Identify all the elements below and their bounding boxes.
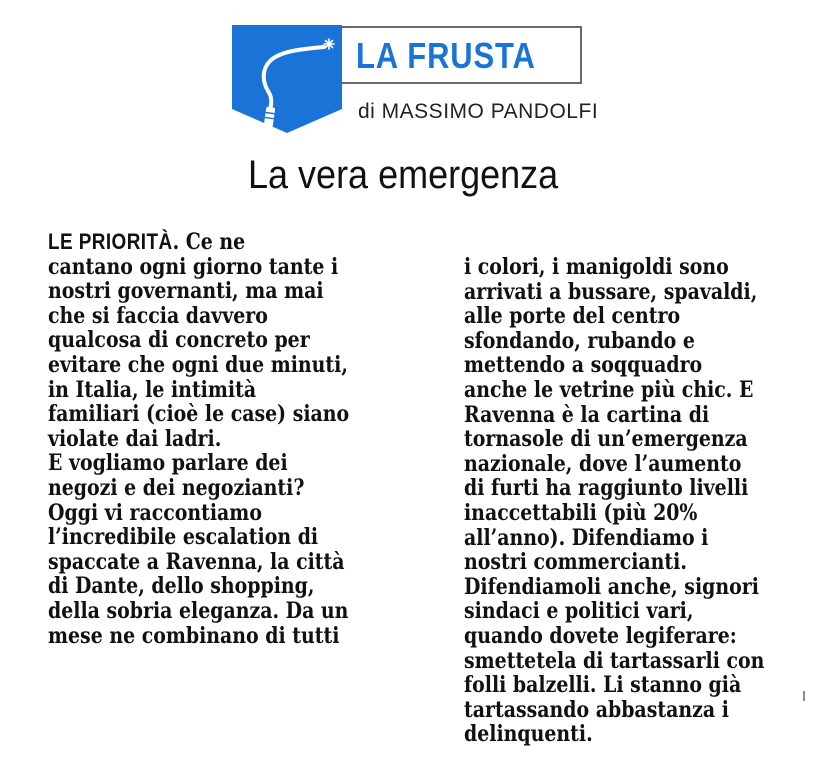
paragraph-line: l’incredibile escalation di — [48, 524, 319, 551]
paragraph-line: alle porte del centro — [464, 303, 681, 330]
paragraph-line: mese ne combinano di tutti — [48, 622, 340, 649]
whip-icon — [232, 25, 342, 133]
paragraph-line: all’anno). Difendiamo i — [464, 524, 709, 551]
author-byline: di MASSIMO PANDOLFI — [358, 100, 599, 123]
paragraph-line: della sobria eleganza. Da un — [48, 597, 349, 624]
paragraph-line: smettetela di tartassarli con — [464, 647, 765, 674]
paragraph-line: nostri governanti, ma mai — [48, 278, 324, 305]
paragraph-line: quando dovete legiferare: — [464, 622, 737, 649]
paragraph-line: arrivati a bussare, spavaldi, — [464, 278, 758, 305]
paragraph-line: sfondando, rubando e — [464, 327, 695, 354]
paragraph-line: anche le vetrine più chic. E — [464, 376, 754, 403]
paragraph-line: i colori, i manigoldi sono — [464, 254, 729, 280]
kicker-continuation: . Ce ne — [172, 229, 246, 255]
column-logo — [232, 25, 342, 133]
paragraph-line: qualcosa di concreto per — [48, 327, 310, 354]
paragraph-line: E vogliamo parlare dei — [48, 450, 288, 477]
paragraph-line: cantano ogni giorno tante i — [48, 253, 339, 280]
paragraph-line: nazionale, dove l’aumento — [464, 450, 742, 477]
paragraph-line: tornasole di un’emergenza — [464, 426, 748, 453]
paragraph-line: in Italia, le intimità — [48, 376, 257, 403]
paragraph-line: di furti ha raggiunto livelli — [464, 475, 749, 502]
paragraph-line: tartassando abbastanza i — [464, 696, 729, 723]
article-column-right — [464, 255, 804, 747]
paragraph-line: evitare che ogni due minuti, — [48, 351, 348, 378]
paragraph-line: Oggi vi raccontiamo — [48, 499, 262, 526]
paragraph-line: delinquenti. — [464, 721, 593, 748]
paragraph-line: Difendiamoli anche, signori — [464, 573, 759, 600]
article-headline: La vera emergenza — [248, 153, 559, 197]
paragraph-line — [48, 230, 340, 255]
paragraph-line: mettendo a soqquadro — [464, 352, 703, 379]
paragraph-line: di Dante, dello shopping, — [48, 573, 315, 600]
crop-mark — [803, 691, 805, 701]
paragraph-line: sindaci e politici vari, — [464, 598, 694, 625]
paragraph-line: folli balzelli. Li stanno già — [464, 672, 742, 699]
paragraph-line: spaccate a Ravenna, la città — [48, 548, 345, 575]
article-kicker: LE PRIORITÀ — [48, 229, 173, 254]
paragraph-line: che si faccia davvero — [48, 302, 268, 329]
paragraph-line: inaccettabili (più 20% — [464, 499, 698, 526]
column-title: LA FRUSTA — [356, 35, 536, 76]
paragraph-line: violate dai ladri. — [48, 425, 222, 452]
paragraph-line: nostri commercianti. — [464, 549, 687, 576]
paragraph-line: familiari (cioè le case) siano — [48, 401, 350, 428]
article-column-left — [48, 230, 388, 648]
paragraph-line: negozi e dei negozianti? — [48, 474, 305, 501]
column-title-box — [342, 26, 582, 84]
paragraph-line: Ravenna è la cartina di — [464, 401, 710, 428]
